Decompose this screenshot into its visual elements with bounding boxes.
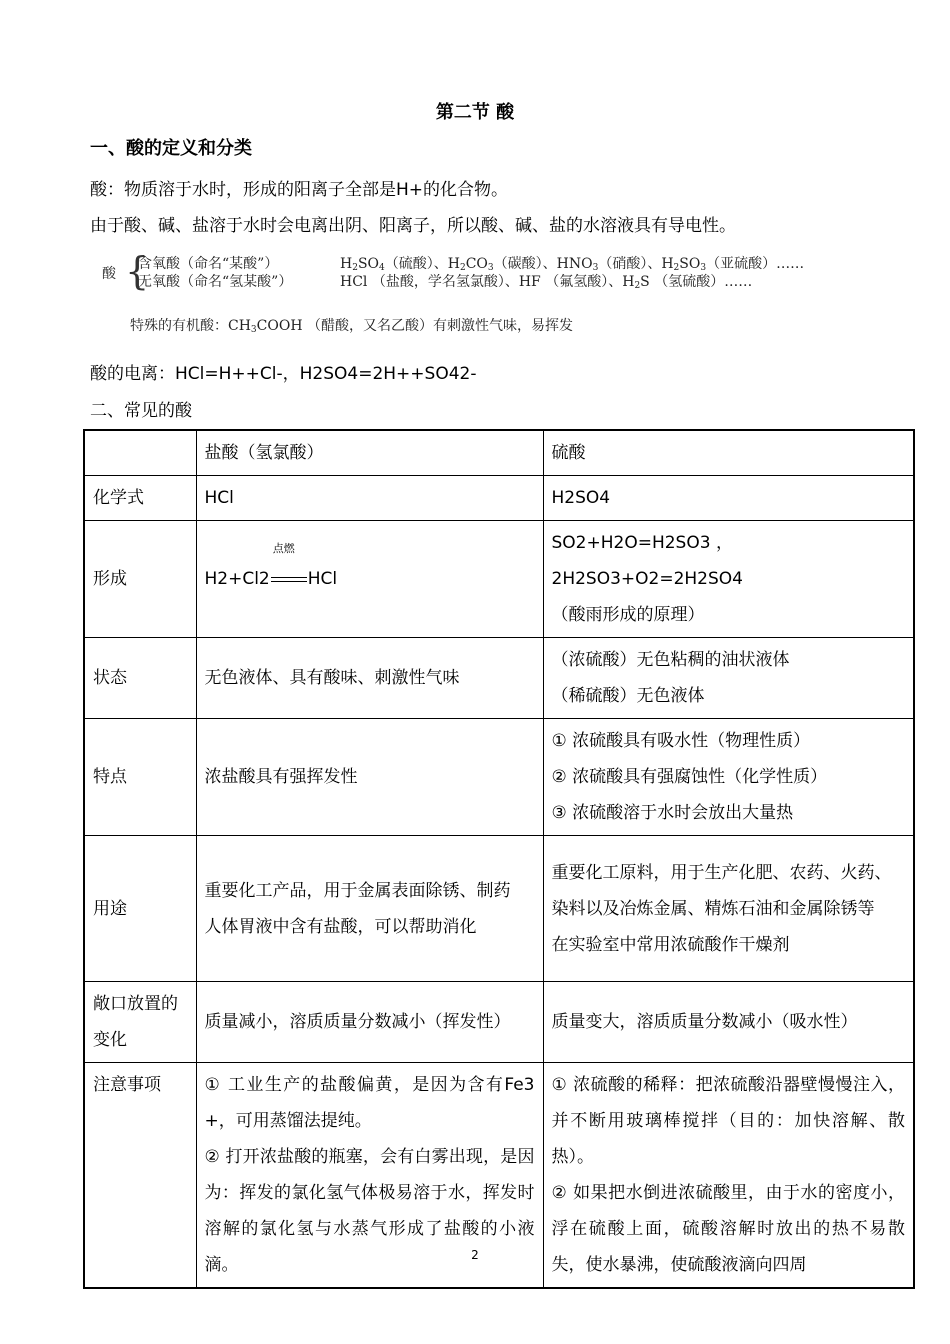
table-row	[84, 982, 914, 1063]
hcl-precautions: ① 工业生产的盐酸偏黄，是因为含有Fe3 +，可用蒸馏法提纯。 ② 打开浓盐酸的瓶塞，会有白雾出现，是因为：挥发的氯化氢气体极易溶于水，挥发时溶解的氯化氢与水蒸气形成了盐酸的小液滴。	[196, 1063, 543, 1289]
organic-acid-note: 特殊的有机酸：$CH_3COOH$ （醋酸，又名乙酸）有刺激性气味，易挥发	[130, 318, 573, 335]
table-header-cell: 盐酸（氢氯酸）	[196, 430, 543, 476]
row-label: 形成	[84, 521, 196, 638]
acids-comparison-table	[83, 429, 915, 1289]
h2so4-formation: SO2+H2O=H2SO3 ，2H2SO3+O2=2H2SO4 （酸雨形成的原理）	[543, 521, 914, 638]
oxy-acid-label: 含氧酸（命名“某酸”）	[138, 256, 279, 272]
hcl-state: 无色液体、具有酸味、刺激性气味	[196, 638, 543, 719]
h2so4-features: ① 浓硫酸具有吸水性（物理性质） ② 浓硫酸具有强腐蚀性（化学性质） ③ 浓硫酸溶于水时会放出大量热	[543, 719, 914, 836]
row-label: 敞口放置的变化	[84, 982, 196, 1063]
nonoxy-acid-examples: HCl （盐酸，学名氢氯酸）、HF （氟氢酸）、$H_2S$ （氢硫酸）……	[340, 274, 753, 291]
row-label: 用途	[84, 836, 196, 982]
hcl-formula: HCl	[196, 476, 543, 521]
table-row	[84, 719, 914, 836]
classification-root: 酸	[102, 266, 116, 282]
table-row	[84, 476, 914, 521]
page-title: 第二节 酸	[435, 102, 515, 123]
acid-definition: 酸：物质溶于水时，形成的阳离子全部是H+的化合物。	[90, 180, 509, 200]
row-label: 注意事项	[84, 1063, 196, 1289]
h2so4-precautions: ① 浓硫酸的稀释：把浓硫酸沿器壁慢慢注入，并不断用玻璃棒搅拌（目的：加快溶解、散热）。 ② 如果把水倒进浓硫酸里，由于水的密度小，浮在硫酸上面，硫酸溶解时放出的热不易散失，使水暴沸，使硫酸液滴向四周	[543, 1063, 914, 1289]
row-label: 化学式	[84, 476, 196, 521]
reaction-condition-sign: 点燃	[270, 561, 308, 597]
h2so4-uses: 重要化工原料，用于生产化肥、农药、火药、染料以及冶炼金属、精炼石油和金属除锈等 在实验室中常用浓硫酸作干燥剂	[543, 836, 914, 982]
brace-symbol: {	[125, 249, 150, 293]
nonoxy-acid-label: 无氧酸（命名“氢某酸”）	[138, 274, 293, 290]
table-header-cell: 硫酸	[543, 430, 914, 476]
hcl-features: 浓盐酸具有强挥发性	[196, 719, 543, 836]
h2so4-formula: H2SO4	[543, 476, 914, 521]
hcl-open-change: 质量减小，溶质质量分数减小（挥发性）	[196, 982, 543, 1063]
row-label: 状态	[84, 638, 196, 719]
hcl-uses: 重要化工产品，用于金属表面除锈、制药 人体胃液中含有盐酸，可以帮助消化	[196, 836, 543, 982]
conductivity-note: 由于酸、碱、盐溶于水时会电离出阴、阳离子，所以酸、碱、盐的水溶液具有导电性。	[90, 216, 736, 236]
h2so4-state: （浓硫酸）无色粘稠的油状液体 （稀硫酸）无色液体	[543, 638, 914, 719]
row-label: 特点	[84, 719, 196, 836]
section-heading-common-acids: 二、常见的酸	[90, 401, 192, 421]
h2so4-open-change: 质量变大，溶质质量分数减小（吸水性）	[543, 982, 914, 1063]
section-heading-definition: 一、酸的定义和分类	[90, 138, 252, 159]
table-row	[84, 430, 914, 476]
table-row	[84, 638, 914, 719]
hcl-formation: H2+Cl2 点燃 HCl	[196, 521, 543, 638]
table-row	[84, 521, 914, 638]
oxy-acid-examples: $H_2SO_4$（硫酸）、$H_2CO_3$（碳酸）、$HNO_3$（硝酸）、$H_2SO_3$（亚硫酸）……	[340, 256, 805, 273]
table-row	[84, 836, 914, 982]
acid-ionization: 酸的电离：HCl=H++Cl-，H2SO4=2H++SO42-	[90, 364, 477, 384]
page-number: 2	[471, 1248, 479, 1262]
table-header-cell	[84, 430, 196, 476]
